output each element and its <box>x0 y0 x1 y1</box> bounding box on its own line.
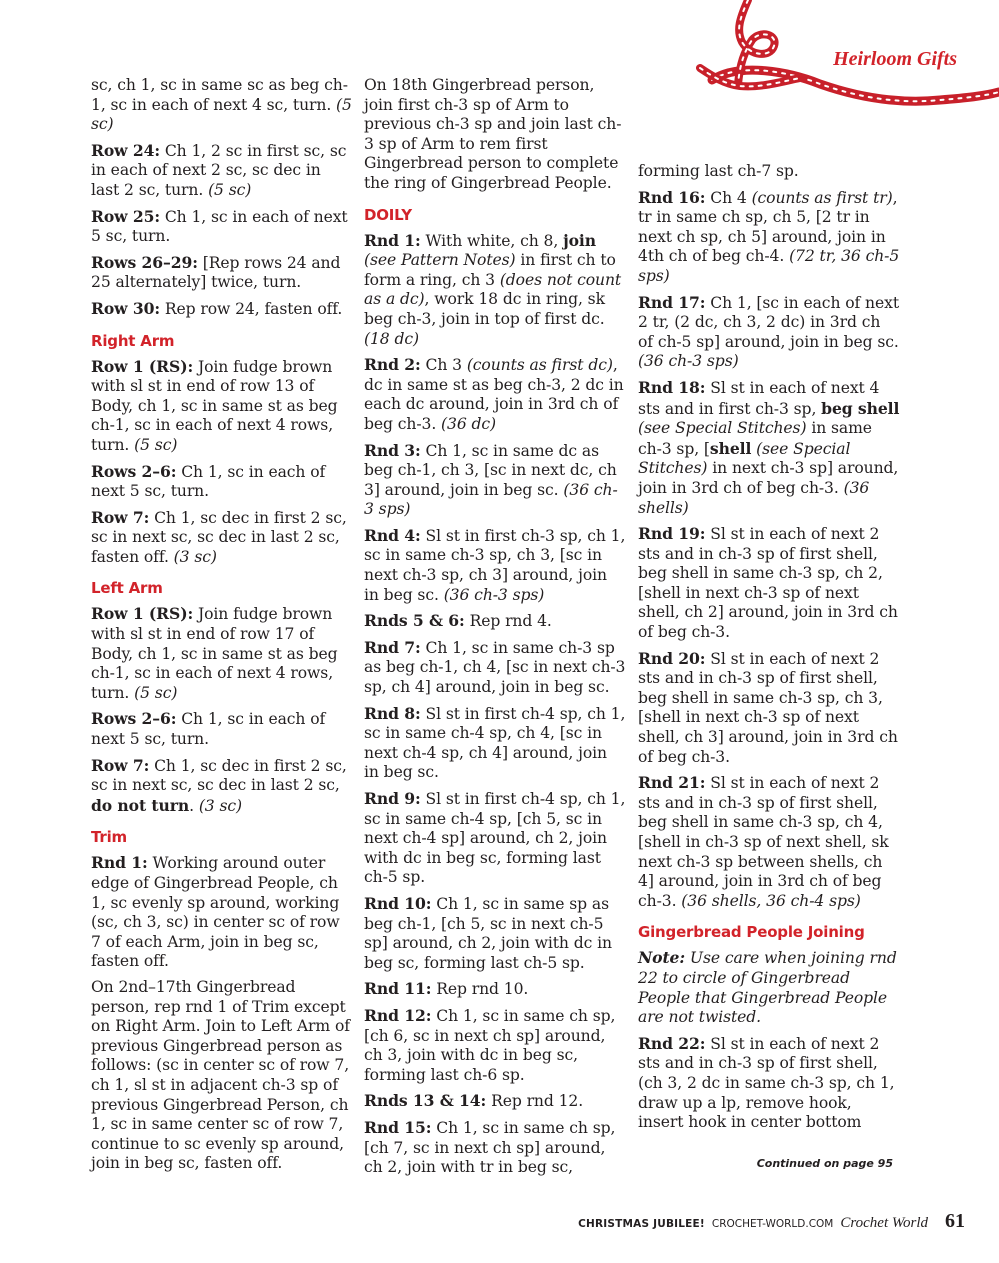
joining-heading: Gingerbread People Joining <box>638 923 865 942</box>
row-30: Row 30: Rep row 24, fasten off. <box>91 298 343 318</box>
paragraph: On 18th Gingerbread person, join first ch-3 sp of Arm to previous ch-3 sp and join last ch-3 sp of Arm to rem first Gingerbread person to complete the ring of Gingerbread People. <box>364 76 622 192</box>
continued-note: Continued on page 95 <box>756 1157 893 1170</box>
rnds-5-6: Rnds 5 & 6: Rep rnd 4. <box>364 611 552 631</box>
footer-magazine: Crochet World <box>840 1215 928 1231</box>
rnd-7: Rnd 7: Ch 1, sc in same ch-3 sp as beg ch-1, ch 4, [sc in next ch-3 sp, ch 4] around, join in beg sc. <box>364 637 626 697</box>
paragraph: sc, ch 1, sc in same sc as beg ch-1, sc in each of next 4 sc, turn. (5 sc) <box>91 76 352 134</box>
page-footer <box>578 1210 965 1232</box>
rnd-11: Rnd 11: Rep rnd 10. <box>364 979 529 999</box>
column-2 <box>364 76 626 1184</box>
doily-heading: DOILY <box>364 205 412 224</box>
rnd-10: Rnd 10: Ch 1, sc in same sp as beg ch-1, [ch 5, sc in next ch-5 sp] around, ch 2, join with dc in beg sc, forming last ch-5 sp. <box>364 893 612 972</box>
trim-rnd-1: Rnd 1: Working around outer edge of Gingerbread People, ch 1, sc evenly sp around, working (sc, ch 3, sc) in center sc of row 7 of each Arm, join in beg sc, fasten off. <box>91 853 340 971</box>
row-24: Row 24: Ch 1, 2 sc in first sc, sc in each of next 2 sc, sc dec in last 2 sc, turn. (5 sc) <box>91 140 347 199</box>
trim-heading: Trim <box>91 828 127 847</box>
section-label: Heirloom Gifts <box>829 48 961 71</box>
rnds-13-14: Rnds 13 & 14: Rep rnd 12. <box>364 1091 584 1111</box>
rnd-21: Rnd 21: Sl st in each of next 2 sts and in ch-3 sp of first shell, beg shell in same ch-3 sp, ch 4, [shell in ch-3 sp of next shell, sk next ch-3 sp between shells, ch 4] around, join in 3rd ch of beg ch-3. (36 shells, 36 ch-4 sps) <box>638 773 889 910</box>
trim-paragraph: On 2nd–17th Gingerbread person, rep rnd 1 of Trim except on Right Arm. Join to Left Arm of previous Gingerbread person as follows: (sc in center sc of row 7, ch 1, sl st in adjacent ch-3 sp of previous Gingerbread Person, ch 1, sc in same center sc of row 7, continue to sc evenly sp around, join in beg sc, fasten off. <box>91 977 350 1173</box>
left-arm-heading: Left Arm <box>91 579 163 598</box>
right-arm-row-1: Row 1 (RS): Join fudge brown with sl st in end of row 13 of Body, ch 1, sc in same st as beg ch-1, sc in each of next 4 rows, turn. (5 sc) <box>91 356 338 454</box>
rnd-18: Rnd 18: Sl st in each of next 4 sts and in first ch-3 sp, beg shell (see Special Stitches) in same ch-3 sp, [shell (see Special Stitches) in next ch-3 sp] around, join in 3rd ch of beg ch-3. (36 shells) <box>638 377 900 517</box>
column-3 <box>638 162 900 1139</box>
row-25: Row 25: Ch 1, sc in each of next 5 sc, turn. <box>91 206 348 246</box>
rnd-19: Rnd 19: Sl st in each of next 2 sts and in ch-3 sp of first shell, beg shell in same ch-3 sp, ch 2, [shell in next ch-3 sp of next shell, ch 2] around, join in 3rd ch of beg ch-3. <box>638 524 898 642</box>
left-arm-rows-2-6: Rows 2–6: Ch 1, sc in each of next 5 sc, turn. <box>91 709 326 749</box>
rnd-4: Rnd 4: Sl st in first ch-3 sp, ch 1, sc in same ch-3 sp, ch 3, [sc in next ch-3 sp, ch 3] around, join in beg sc. (36 ch-3 sps) <box>364 525 626 604</box>
column-1 <box>91 76 353 1180</box>
rnd-20: Rnd 20: Sl st in each of next 2 sts and in ch-3 sp of first shell, beg shell in same ch-3 sp, ch 3, [shell in next ch-3 sp of next shell, ch 3] around, join in 3rd ch of beg ch-3. <box>638 648 898 766</box>
rnd-15: Rnd 15: Ch 1, sc in same ch sp, [ch 7, sc in next ch sp] around, ch 2, join with tr in beg sc, <box>364 1117 616 1177</box>
right-arm-rows-2-6: Rows 2–6: Ch 1, sc in each of next 5 sc, turn. <box>91 461 326 501</box>
rnd-1: Rnd 1: With white, ch 8, join (see Pattern Notes) in first ch to form a ring, ch 3 (does not count as a dc), work 18 dc in ring, sk beg ch-3, join in top of first dc. (18 dc) <box>364 230 622 348</box>
right-arm-heading: Right Arm <box>91 331 175 350</box>
rnd-3: Rnd 3: Ch 1, sc in same dc as beg ch-1, ch 3, [sc in next dc, ch 3] around, join in beg sc. (36 ch-3 sps) <box>364 440 618 519</box>
paragraph: forming last ch-7 sp. <box>638 162 799 180</box>
rnd-12: Rnd 12: Ch 1, sc in same ch sp, [ch 6, sc in next ch sp] around, ch 3, join with dc in beg sc, forming last ch-6 sp. <box>364 1005 616 1084</box>
footer-issue: CHRISTMAS JUBILEE! <box>578 1218 705 1230</box>
rnd-22: Rnd 22: Sl st in each of next 2 sts and in ch-3 sp of first shell, (ch 3, 2 dc in same ch-3 sp, ch 1, draw up a lp, remove hook, insert hook in center bottom <box>638 1033 895 1132</box>
note: Note: Use care when joining rnd 22 to circle of Gingerbread People that Gingerbread People are not twisted. <box>638 948 897 1027</box>
rnd-2: Rnd 2: Ch 3 (counts as first dc), dc in same st as beg ch-3, 2 dc in each dc around, join in 3rd ch of beg ch-3. (36 dc) <box>364 355 624 433</box>
left-arm-row-1: Row 1 (RS): Join fudge brown with sl st in end of row 17 of Body, ch 1, sc in same st as beg ch-1, sc in each of next 4 rows, turn. (5 sc) <box>91 604 338 702</box>
page-number: 61 <box>945 1210 965 1232</box>
right-arm-row-7: Row 7: Ch 1, sc dec in first 2 sc, sc in next sc, sc dec in last 2 sc, fasten off. (3 sc) <box>91 507 347 566</box>
left-arm-row-7: Row 7: Ch 1, sc dec in first 2 sc, sc in next sc, sc dec in last 2 sc, do not turn. (3 sc) <box>91 755 347 815</box>
rows-26-29: Rows 26–29: [Rep rows 24 and 25 alternately] twice, turn. <box>91 252 341 292</box>
rnd-17: Rnd 17: Ch 1, [sc in each of next 2 tr, (2 dc, ch 3, 2 dc) in 3rd ch of ch-5 sp] around, join in beg sc. (36 ch-3 sps) <box>638 292 899 371</box>
rnd-9: Rnd 9: Sl st in first ch-4 sp, ch 1, sc in same ch-4 sp, [ch 5, sc in next ch-4 sp] around, ch 2, join with dc in beg sc, forming last ch-5 sp. <box>364 789 626 887</box>
rnd-16: Rnd 16: Ch 4 (counts as first tr), tr in same ch sp, ch 5, [2 tr in next ch sp, ch 5] around, join in 4th ch of beg ch-4. (72 tr, 36 ch-5 sps) <box>638 187 900 285</box>
footer-site: CROCHET-WORLD.COM <box>711 1218 834 1230</box>
rnd-8: Rnd 8: Sl st in first ch-4 sp, ch 1, sc in same ch-4 sp, ch 4, [sc in next ch-4 sp, ch 4] around, join in beg sc. <box>364 703 626 782</box>
